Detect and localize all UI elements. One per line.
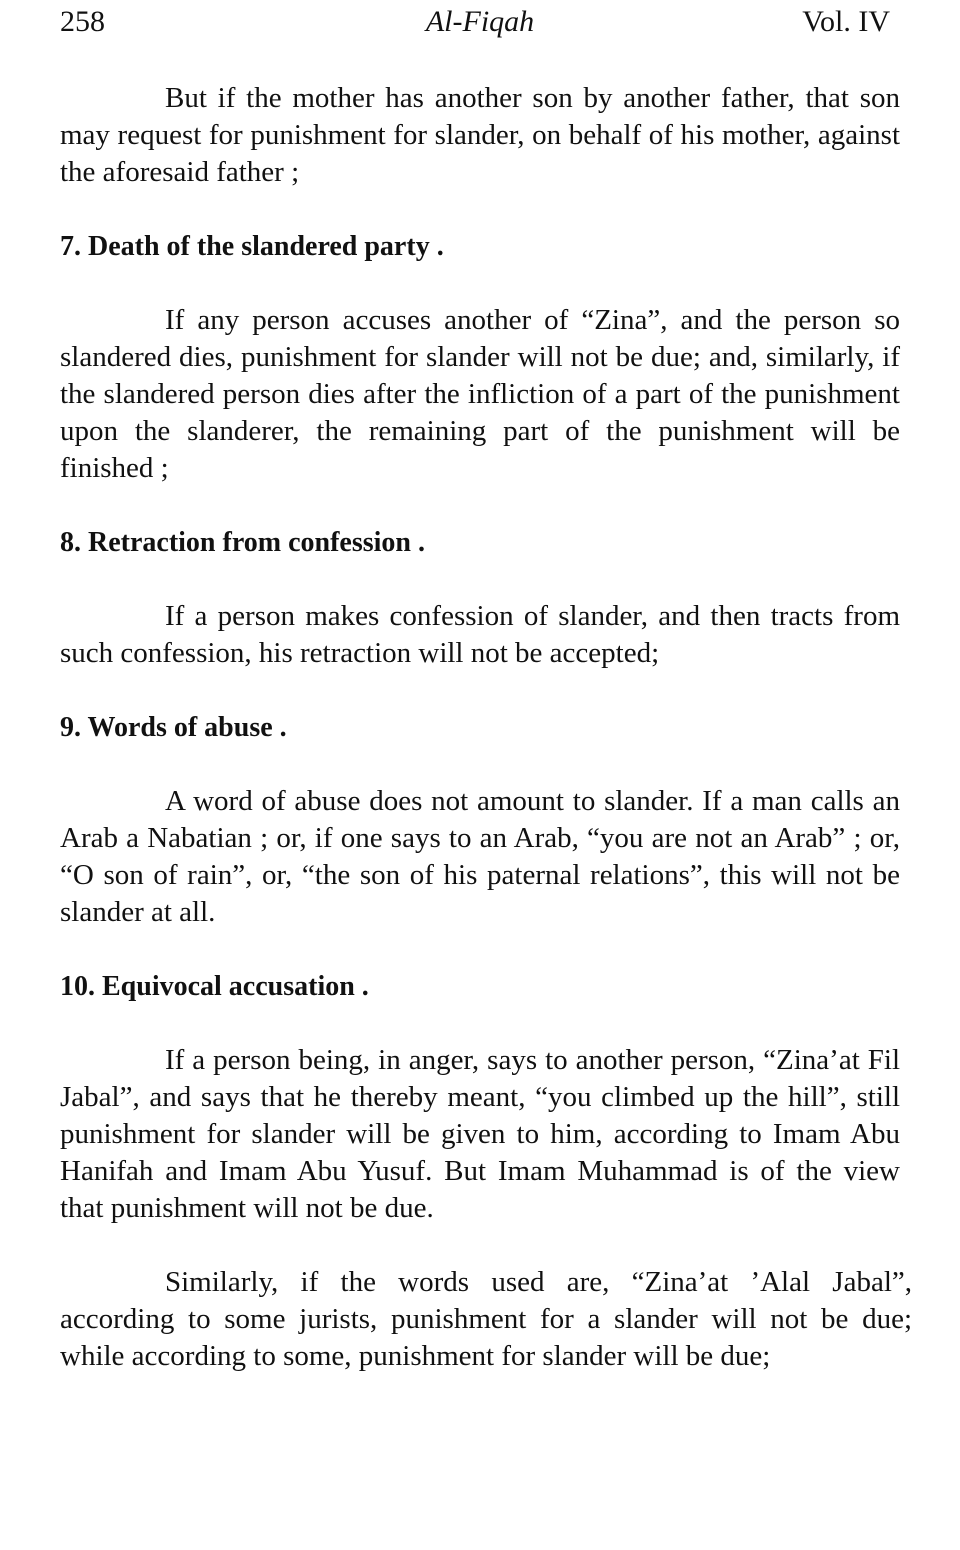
- section-10-paragraph-2: Similarly, if the words used are, “Zina’at ’Alal Jabal”, according to some jurists, punishment for a slander will not be due; while according to some, punishment for slander will be due;: [60, 1266, 912, 1372]
- section-8-paragraph: If a person makes confession of slander, and then tracts from such confession, his retraction will not be accepted;: [60, 600, 900, 669]
- running-header: [60, 0, 900, 44]
- book-page: [60, 0, 912, 1375]
- section-7-paragraph: If any person accuses another of “Zina”, and the person so slandered dies, punishment for slander will not be due; and, similarly, if the slandered person dies after the infliction of a part of the punishment upon the slanderer, the remaining part of the punishment will be finished ;: [60, 304, 900, 484]
- section-heading-equivocal-accusation: 10. Equivocal accusation .: [60, 971, 369, 1002]
- intro-paragraph: But if the mother has another son by another father, that son may request for punishment for slander, on behalf of his mother, against the aforesaid father ;: [60, 82, 900, 188]
- section-heading-retraction-from-confession: 8. Retraction from confession .: [60, 527, 425, 558]
- section-10-paragraph-1: If a person being, in anger, says to another person, “Zina’at Fil Jabal”, and says that he thereby meant, “you climbed up the hill”, still punishment for slander will be given to him, according to Imam Abu Hanifah and Imam Abu Yusuf. But Imam Muhammad is of the view that punishment will not be due.: [60, 1044, 900, 1224]
- section-9-paragraph: A word of abuse does not amount to slander. If a man calls an Arab a Nabatian ; or, if one says to an Arab, “you are not an Arab” ; or, “O son of rain”, or, “the son of his paternal relations”, this will not be slander at all.: [60, 785, 900, 928]
- page-number: 258: [60, 5, 105, 38]
- volume-label: Vol. IV: [802, 5, 890, 38]
- section-heading-death-of-slandered-party: 7. Death of the slandered party .: [60, 231, 444, 262]
- book-title: Al-Fiqah: [425, 5, 535, 38]
- page-content: [60, 80, 912, 1375]
- section-heading-words-of-abuse: 9. Words of abuse .: [60, 712, 287, 743]
